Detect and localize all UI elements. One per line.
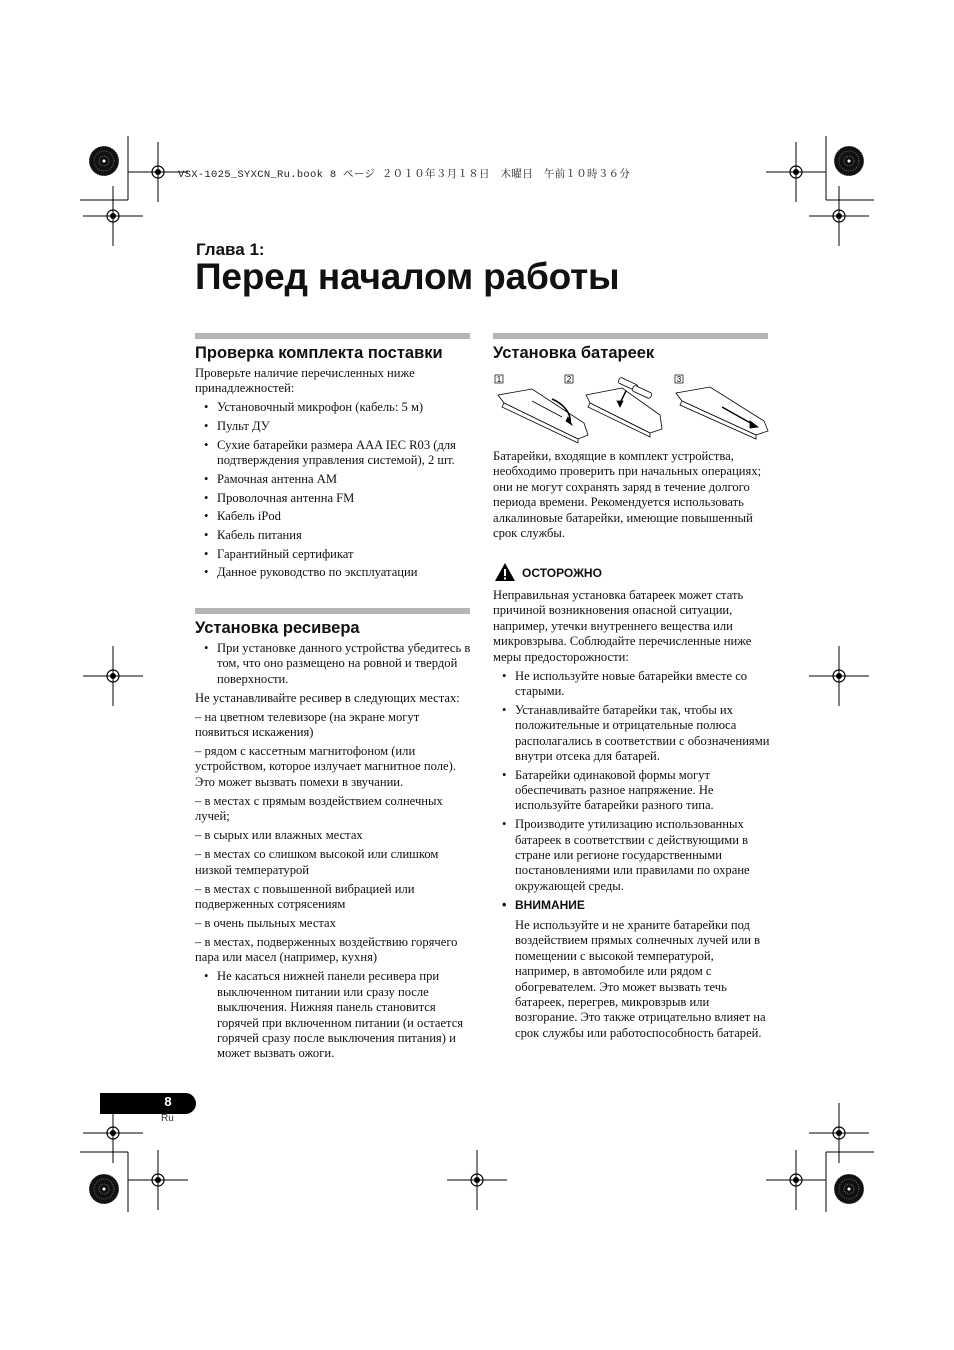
list-item: • Кабель питания (195, 528, 473, 543)
list-item: • Не используйте новые батарейки вместе со старыми. (493, 669, 771, 700)
list-item: • Сухие батарейки размера AAA IEC R03 (для подтверждения управления системой), 2 шт. (195, 438, 473, 469)
place-item: – в местах с прямым воздействием солнечных лучей; (195, 793, 443, 824)
section-heading-batteries: Установка батареек (493, 344, 655, 362)
figure-step-label: 3 (676, 375, 682, 384)
list-item: • Батарейки одинаковой формы могут обеспечивать разное напряжение. Не используйте батарейки разного типа. (493, 768, 771, 814)
contents-intro: Проверьте наличие перечисленных ниже принадлежностей: (195, 366, 415, 396)
section-bar-install (195, 608, 470, 614)
section-bar-batteries (493, 333, 768, 339)
page-language: Ru (161, 1113, 174, 1124)
list-item: • Гарантийный сертификат (195, 547, 473, 562)
section-bar-contents (195, 333, 470, 339)
note-block (493, 898, 771, 1042)
list-item: • При установке данного устройства убедитесь в том, что оно размещено на ровной и твердой поверхности. (195, 641, 473, 687)
warning-icon (494, 562, 516, 582)
install-block (195, 641, 473, 1065)
caution-list (493, 669, 771, 895)
place-item: – в очень пыльных местах (195, 915, 336, 930)
place-item: – в местах, подверженных воздействию горячего пара или масел (например, кухня) (195, 934, 458, 965)
place-item: – в местах с повышенной вибрацией или подверженных сотрясениям (195, 881, 415, 911)
note-title: ВНИМАНИЕ (515, 897, 585, 912)
print-info-header: VSX-1025_SYXCN_Ru.book 8 ページ ２０１０年３月１８日 木曜日 午前１０時３６分 (178, 169, 631, 181)
list-item: • Установочный микрофон (кабель: 5 м) (195, 400, 473, 415)
contents-list (195, 400, 473, 580)
list-item: • Не касаться нижней панели ресивера при выключенном питании или сразу после выключения. Нижняя панель становится горячей при включенном питании (и остается горячей сразу после выключения питания) и может вызвать ожоги. (195, 969, 473, 1061)
remote-step-3-icon (676, 387, 768, 439)
place-item: – в сырых или влажных местах (195, 828, 363, 843)
contents-block (195, 366, 473, 584)
place-item: – рядом с кассетным магнитофоном (или устройством, которое излучает магнитное поле). Это может вызвать помехи в звучании. (195, 743, 456, 789)
chapter-title: Перед началом работы (195, 256, 620, 297)
install-intro: Не устанавливайте ресивер в следующих местах: (195, 690, 460, 705)
caution-text: Неправильная установка батареек может стать причиной возникновения опасной ситуации, например, утечки внутреннего вещества или микровзрыва. Соблюдайте перечисленные ниже меры предосторожности: (493, 588, 752, 664)
place-item: – на цветном телевизоре (на экране могут появиться искажения) (195, 709, 420, 739)
figure-step-label: 2 (566, 375, 572, 384)
note-text: Не используйте и не храните батарейки под воздействием прямых солнечных лучей или в помещении с высокой температурой, например, в автомобиле или рядом с обогревателем. Это может вызвать течь батареек, перегрев, микровзрыв или возгорание. Это также отрицательно влияет на срок службы или работоспособность батарей. (515, 917, 766, 1040)
page-number: 8 (164, 1094, 172, 1109)
section-heading-install: Установка ресивера (195, 619, 360, 637)
list-item: • Рамочная антенна AM (195, 472, 473, 487)
list-item: • Проволочная антенна FM (195, 491, 473, 506)
remote-step-2-icon (586, 377, 662, 437)
list-item: • Кабель iPod (195, 509, 473, 524)
chapter-label: Глава 1: (196, 240, 265, 259)
figure-step-label: 1 (496, 375, 502, 384)
battery-install-figure (492, 373, 772, 443)
caution-block (493, 588, 771, 1041)
note-bullet: • (502, 897, 507, 912)
page-number-tab (100, 1093, 196, 1114)
section-heading-contents: Проверка комплекта поставки (195, 344, 443, 362)
remote-step-1-icon (498, 389, 588, 443)
caution-title: ОСТОРОЖНО (522, 566, 602, 580)
list-item: • Производите утилизацию использованных батареек в соответствии с действующими в стране или регионе государственными постановлениями или правилами по охране окружающей среды. (493, 817, 771, 894)
batteries-intro: Батарейки, входящие в комплект устройства, необходимо проверить при начальных операциях; они не могут сохранять заряд в течение долгого периода времени. Рекомендуется использовать алкалиновые батарейки, имеющие повышенный срок службы. (493, 449, 762, 541)
list-item: • Данное руководство по эксплуатации (195, 565, 473, 580)
list-item: • Устанавливайте батарейки так, чтобы их положительные и отрицательные полюса располагались в соответствии с обозначениями внутри отсека для батарей. (493, 703, 771, 765)
place-item: – в местах со слишком высокой или слишком низкой температурой (195, 847, 439, 877)
list-item: • Пульт ДУ (195, 419, 473, 434)
